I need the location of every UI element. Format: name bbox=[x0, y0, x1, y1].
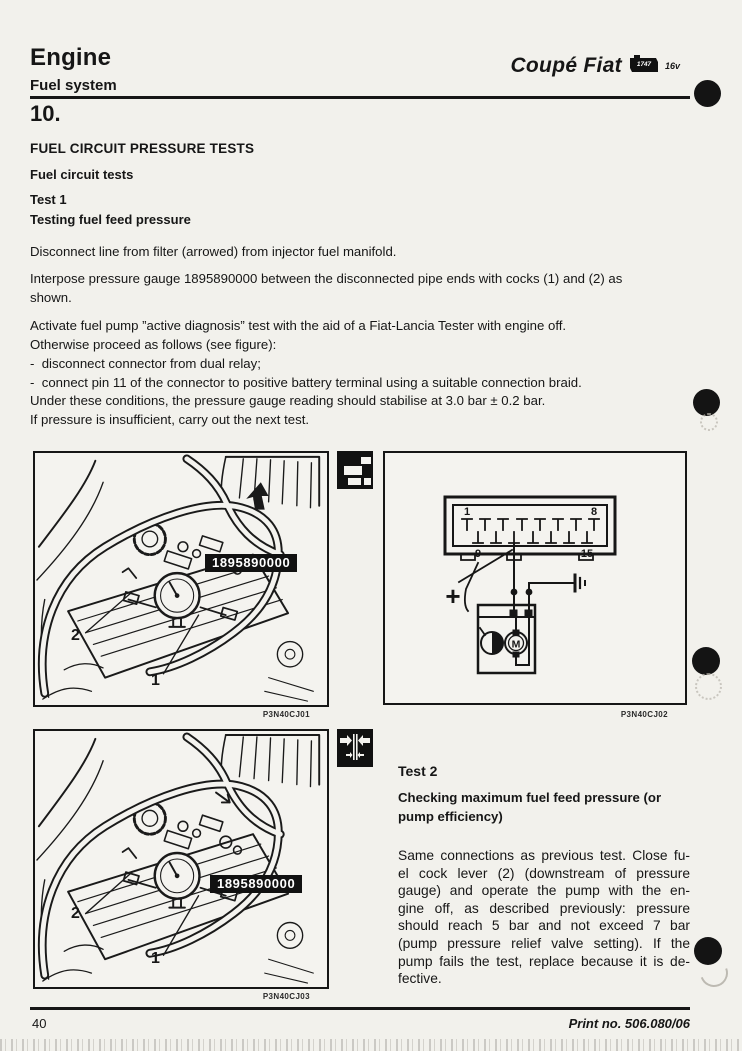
engine-compartment-icon bbox=[337, 451, 373, 489]
callout-2: 2 bbox=[71, 627, 80, 644]
section-title: Engine bbox=[30, 44, 112, 71]
pin-number-1: 1 bbox=[463, 506, 471, 518]
subsection-title: Fuel system bbox=[30, 77, 117, 94]
test1-paragraph-2: Interpose pressure gauge 1895890000 between the disconnected pipe ends with cocks (1) and (2) as shown. bbox=[30, 271, 623, 305]
tool-number-label: 1895890000 bbox=[205, 554, 297, 572]
scan-dot-ghost bbox=[700, 413, 718, 431]
page-title: FUEL CIRCUIT PRESSURE TESTS bbox=[30, 141, 255, 156]
wiring-diagram bbox=[385, 453, 685, 703]
test1-heading: Testing fuel feed pressure bbox=[30, 212, 191, 227]
brand-block bbox=[510, 50, 680, 81]
pin-number-8: 8 bbox=[590, 506, 598, 518]
pin-number-9: 9 bbox=[474, 548, 482, 560]
engine-badge-label: 1747 bbox=[636, 61, 652, 68]
scan-dot bbox=[692, 647, 720, 675]
figure2-caption: P3N40CJ02 bbox=[620, 710, 668, 719]
pressure-test-icon bbox=[337, 729, 373, 767]
figure1-caption: P3N40CJ01 bbox=[262, 710, 310, 719]
test1-paragraph-3: Activate fuel pump ”active diagnosis” test with the aid of a Fiat-Lancia Tester with engine off. Otherwise proceed as follows (see figure): - disconnect connector from dual relay; - connect pin 11 of the connector to positive battery terminal using a suitable connection braid. bbox=[30, 318, 582, 390]
callout-1: 1 bbox=[151, 672, 160, 689]
test2-section bbox=[398, 763, 690, 988]
page-subtitle: Fuel circuit tests bbox=[30, 167, 134, 182]
callout-2: 2 bbox=[71, 905, 80, 922]
print-reference: Print no. 506.080/06 bbox=[568, 1016, 690, 1031]
scan-dot bbox=[694, 80, 721, 107]
figure-engine-test1 bbox=[33, 451, 329, 707]
scan-artifact-noise bbox=[0, 1039, 742, 1051]
engine-illustration bbox=[35, 453, 327, 705]
figure-wiring-diagram bbox=[383, 451, 687, 705]
brand-name: Coupé Fiat bbox=[510, 53, 622, 77]
engine-variant-label: 16v bbox=[664, 60, 680, 71]
motor-symbol-label: M bbox=[511, 638, 521, 651]
test2-heading: Checking maximum fuel feed pressure (or pump efficiency) bbox=[398, 790, 662, 824]
test1-label: Test 1 bbox=[30, 192, 67, 207]
scan-dot-ghost bbox=[695, 673, 722, 700]
scan-dot bbox=[693, 389, 720, 416]
battery-positive-symbol: + bbox=[445, 581, 461, 611]
engine-illustration bbox=[35, 731, 327, 987]
test1-paragraph-4: Under these conditions, the pressure gauge reading should stabilise at 3.0 bar ± 0.2 bar. If pressure is insufficient, carry out the next test. bbox=[30, 393, 546, 427]
footer-rule bbox=[30, 1007, 690, 1010]
chapter-number: 10. bbox=[30, 101, 61, 126]
figure-engine-test2 bbox=[33, 729, 329, 989]
test1-paragraph-1: Disconnect line from filter (arrowed) from injector fuel manifold. bbox=[30, 244, 397, 259]
test2-label: Test 2 bbox=[398, 763, 438, 779]
header-rule bbox=[30, 96, 690, 99]
engine-badge-icon bbox=[626, 50, 660, 81]
callout-1: 1 bbox=[151, 950, 160, 967]
test2-body: Same connections as previous test. Close fu- el cock lever (2) (downstream of pressure gauge) and operate the pump with the en- gine off, as described previously: pressure should reach 5 bar and not exceed 7 bar (pump pressure relief valve setting). If the pump fails the test, replace because it is de- fective. bbox=[398, 848, 690, 987]
pin-number-15: 15 bbox=[580, 548, 594, 560]
tool-number-label: 1895890000 bbox=[210, 875, 302, 893]
figure3-caption: P3N40CJ03 bbox=[262, 992, 310, 1001]
page-number: 40 bbox=[32, 1016, 47, 1031]
